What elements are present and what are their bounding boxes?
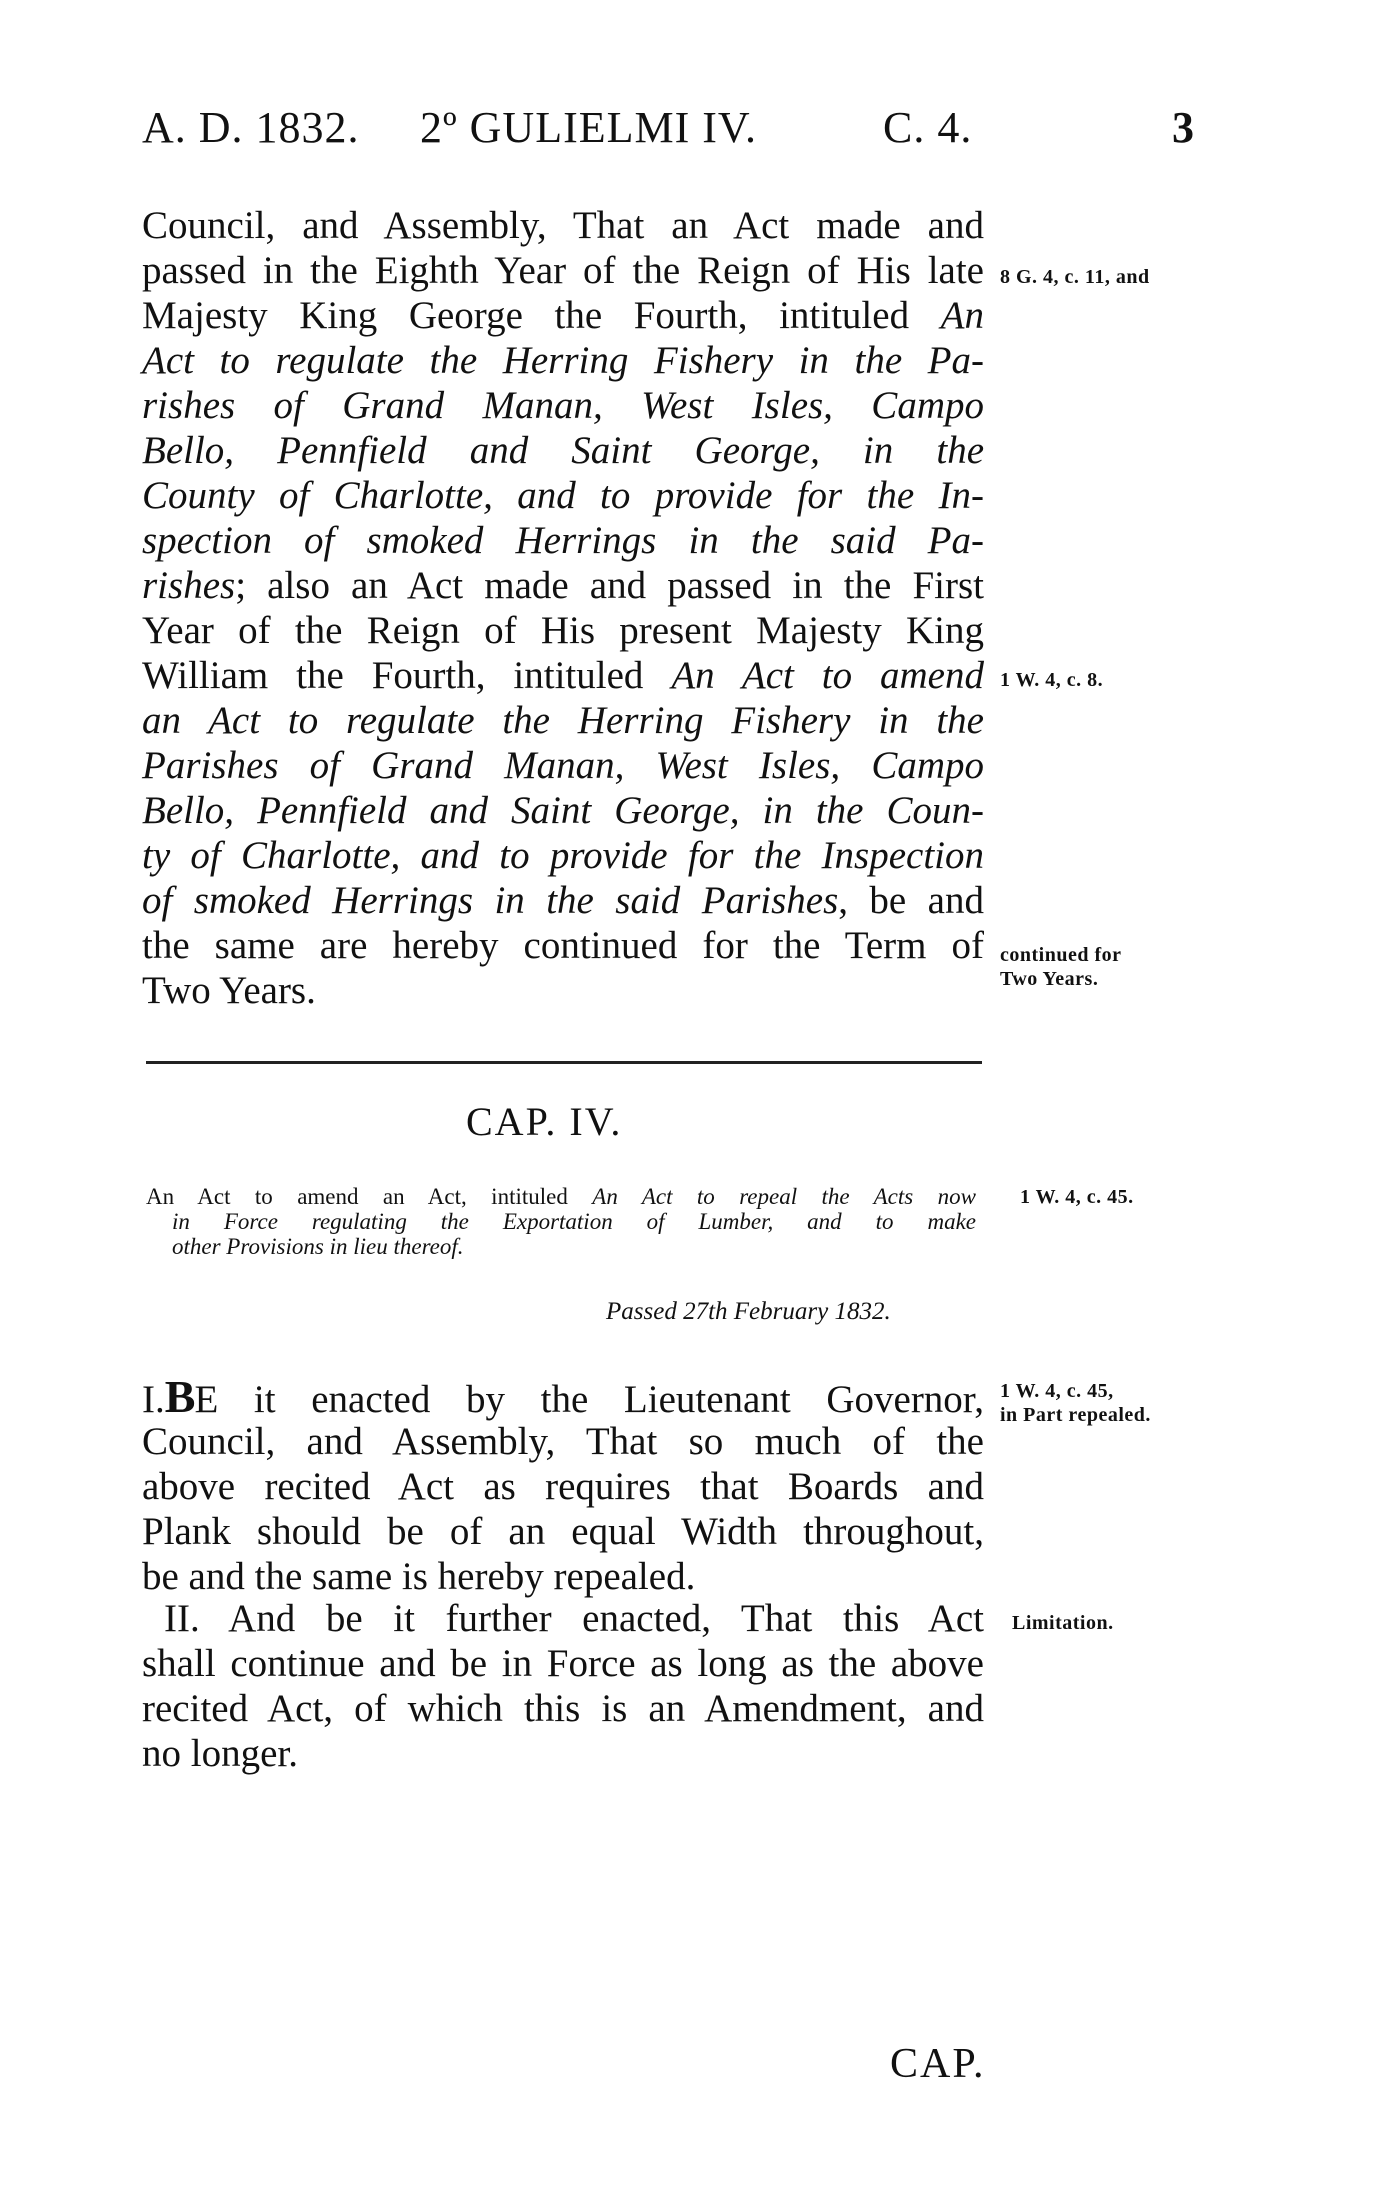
text-line: passed in the Eighth Year of the Reign of His late bbox=[142, 249, 984, 292]
text-line: ty of Charlotte, and to provide for the Inspection bbox=[142, 834, 984, 877]
text-line: rishes; also an Act made and passed in the First bbox=[142, 564, 984, 607]
text-line: of smoked Herrings in the said Parishes, be and bbox=[142, 879, 984, 922]
text-line: the same are hereby continued for the Term of bbox=[142, 924, 984, 967]
page-number: 3 bbox=[1172, 103, 1195, 152]
text-line: be and the same is hereby repealed. bbox=[142, 1555, 696, 1598]
text-line: Two Years. bbox=[142, 969, 316, 1012]
text-line: Act to regulate the Herring Fishery in the Pa- bbox=[142, 339, 984, 382]
catchword: CAP. bbox=[890, 2041, 986, 2087]
text-line: Bello, Pennfield and Saint George, in the bbox=[142, 429, 984, 472]
margin-note: Two Years. bbox=[1000, 968, 1099, 990]
text-line: Council, and Assembly, That an Act made and bbox=[142, 204, 984, 247]
summary-line: other Provisions in lieu thereof. bbox=[172, 1234, 464, 1259]
summary-line: An Act to amend an Act, intituled An Act to repeal the Acts now bbox=[146, 1184, 976, 1209]
section-rule bbox=[146, 1061, 982, 1064]
text-line: I.BE it enacted by the Lieutenant Governor, bbox=[142, 1371, 984, 1422]
text-line: no longer. bbox=[142, 1732, 298, 1775]
margin-note: 8 G. 4, c. 11, and bbox=[1000, 266, 1150, 288]
running-head-chapter: C. 4. bbox=[883, 103, 973, 152]
text-line: an Act to regulate the Herring Fishery in the bbox=[142, 699, 984, 742]
margin-note: Limitation. bbox=[1012, 1612, 1114, 1634]
text-line: II. And be it further enacted, That this Act bbox=[164, 1597, 984, 1640]
section-two bbox=[142, 1596, 984, 1776]
passed-date: Passed 27th February 1832. bbox=[606, 1298, 891, 1325]
text-line: County of Charlotte, and to provide for the In- bbox=[142, 474, 984, 517]
text-line: shall continue and be in Force as long as the above bbox=[142, 1642, 984, 1685]
text-line: rishes of Grand Manan, West Isles, Campo bbox=[142, 384, 984, 427]
text-line: Plank should be of an equal Width throughout, bbox=[142, 1510, 984, 1553]
summary-line: in Force regulating the Exportation of Lumber, and to make bbox=[172, 1209, 976, 1234]
running-head-title: 2º GULIELMI IV. bbox=[420, 103, 758, 152]
prev-act-text bbox=[142, 203, 984, 1013]
text-line: Majesty King George the Fourth, intituled An bbox=[142, 294, 984, 337]
text-line: Parishes of Grand Manan, West Isles, Campo bbox=[142, 744, 984, 787]
act-summary bbox=[146, 1184, 976, 1259]
margin-note: 1 W. 4, c. 45. bbox=[1020, 1186, 1134, 1208]
drop-initial: B bbox=[164, 1371, 195, 1422]
text-line: William the Fourth, intituled An Act to amend bbox=[142, 654, 984, 697]
chapter-heading: CAP. IV. bbox=[466, 1099, 623, 1144]
text-line: above recited Act as requires that Boards and bbox=[142, 1465, 984, 1508]
text-line: recited Act, of which this is an Amendment, and bbox=[142, 1687, 984, 1730]
section-one bbox=[142, 1371, 984, 1599]
margin-note: 1 W. 4, c. 8. bbox=[1000, 669, 1104, 691]
text-line: Bello, Pennfield and Saint George, in the Coun- bbox=[142, 789, 984, 832]
text-line: spection of smoked Herrings in the said Pa- bbox=[142, 519, 984, 562]
text-line: Year of the Reign of His present Majesty King bbox=[142, 609, 984, 652]
margin-note: continued for bbox=[1000, 944, 1122, 966]
running-head-year: A. D. 1832. bbox=[142, 103, 360, 152]
margin-note: 1 W. 4, c. 45, bbox=[1000, 1380, 1114, 1402]
margin-note: in Part repealed. bbox=[1000, 1404, 1151, 1426]
text-line: Council, and Assembly, That so much of the bbox=[142, 1420, 984, 1463]
